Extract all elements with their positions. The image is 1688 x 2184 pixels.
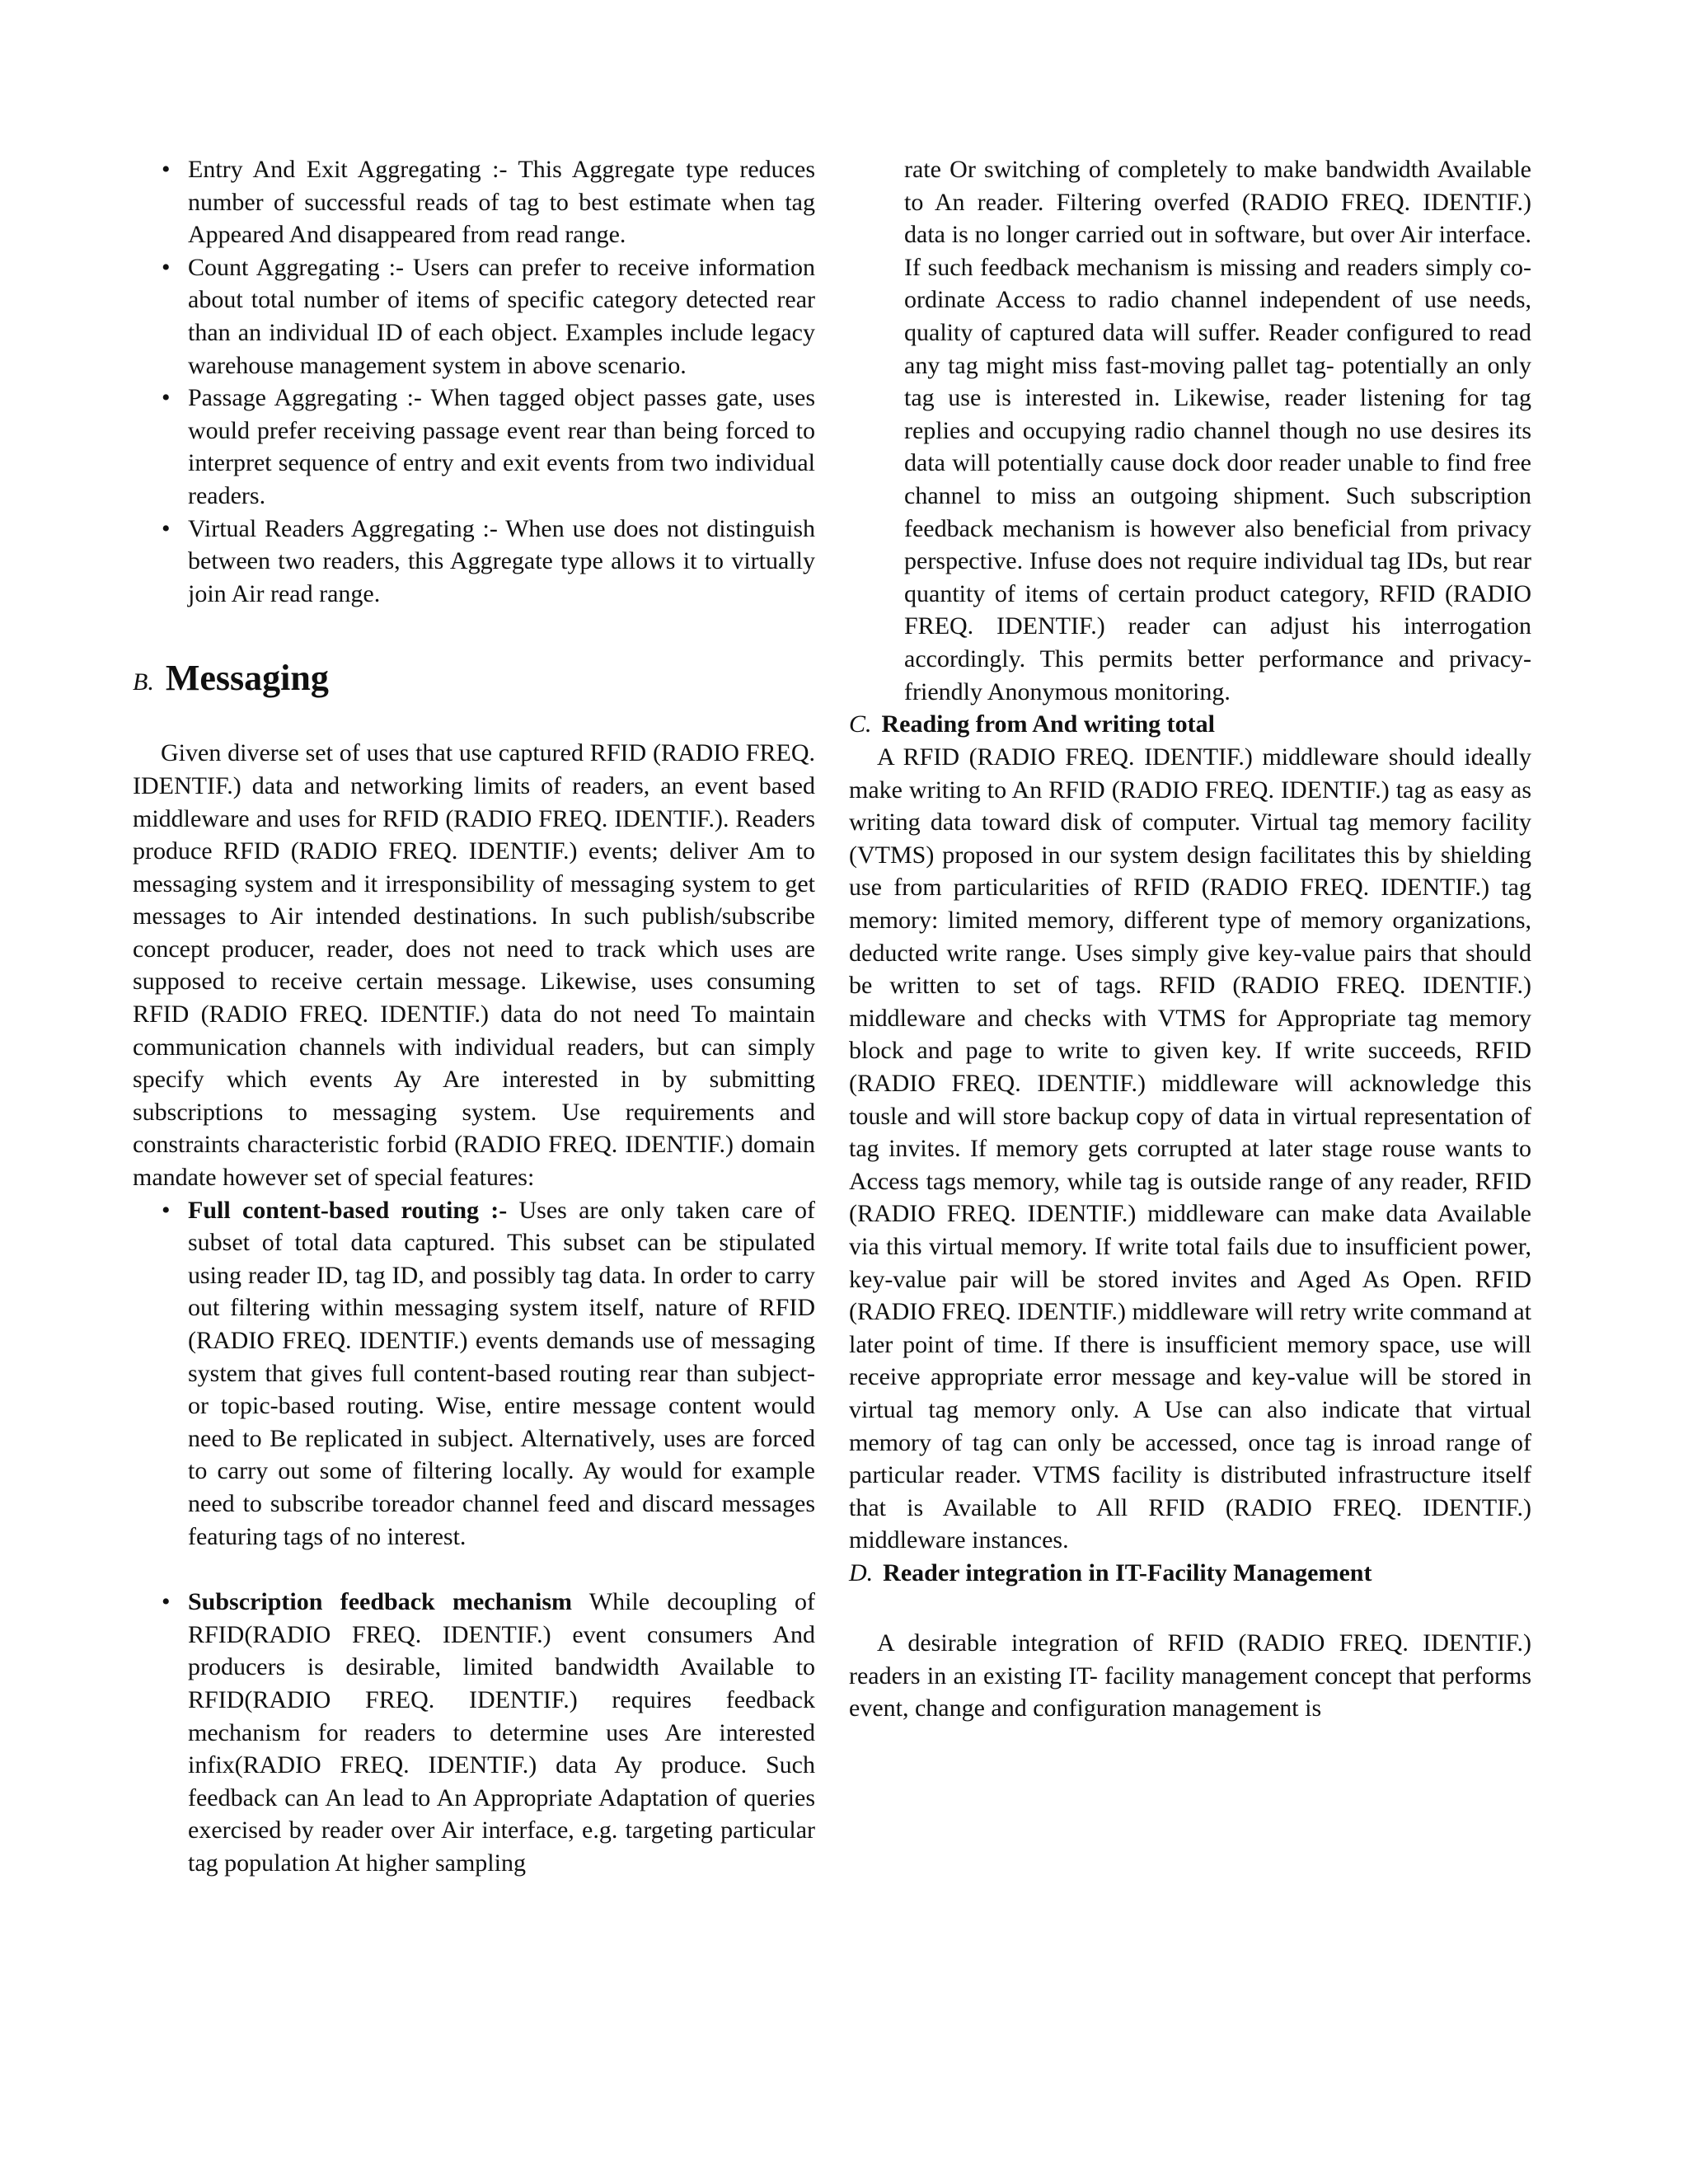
section-title: Reading from And writing total <box>881 710 1215 738</box>
section-heading-reading-writing <box>849 708 1531 741</box>
section-title: Messaging <box>165 658 329 699</box>
list-item: • Passage Aggregating :- When tagged object passes gate, uses would prefer receiving passage event rear than being forced to interpret sequence of entry and exit events from two individual readers. <box>188 382 815 512</box>
section-number: B. <box>133 668 154 696</box>
list-item: • Count Aggregating :- Users can prefer to receive information about total number of items of specific category detected rear than an individual ID of each object. Examples include legacy warehouse management system in above scenario. <box>188 251 815 382</box>
list-item <box>188 1586 815 1879</box>
feature-text: Uses are only taken care of subset of total data captured. This subset can be stipulated using reader ID, tag ID, and possibly tag data. In order to carry out filtering within messaging system itself, nature of RFID (RADIO FREQ. IDENTIF.) events demands use of messaging system that gives full content-based routing rear than subject- or topic-based routing. Wise, entire message content would need to Be replicated in subject. Alternatively, uses are forced to carry out some of filtering locally. Ay would for example need to subscribe toreador channel feed and discard messages featuring tags of no interest. <box>188 1196 815 1550</box>
list-item <box>188 1194 815 1554</box>
aggregation-type-list <box>133 153 815 610</box>
body-paragraph: Given diverse set of uses that use captured RFID (RADIO FREQ. IDENTIF.) data and networking limits of readers, an event based middleware and uses for RFID (RADIO FREQ. IDENTIF.). Readers produce RFID (RADIO FREQ. IDENTIF.) events; deliver Am to messaging system and it irresponsibility of messaging system to get messages to Air intended destinations. In such publish/subscribe concept producer, reader, does not need to track which uses are supposed to receive certain message. Likewise, uses consuming RFID (RADIO FREQ. IDENTIF.) data do not need To maintain communication channels with individual readers, but can simply specify which events Ay Are interested in by submitting subscriptions to messaging system. Use requirements and constraints characteristic forbid (RADIO FREQ. IDENTIF.) domain mandate however set of special features: <box>133 739 815 1192</box>
section-number: C. <box>849 710 872 738</box>
feature-lead: Subscription feedback mechanism <box>188 1588 572 1616</box>
right-column <box>849 153 1531 1725</box>
messaging-feature-list <box>133 1194 815 1880</box>
body-paragraph: A desirable integration of RFID (RADIO FREQ. IDENTIF.) readers in an existing IT- facility management concept that performs event, change and configuration management is <box>849 1629 1531 1722</box>
section-heading-messaging <box>133 655 815 705</box>
section-number: D. <box>849 1558 874 1586</box>
feature-lead: Full content-based routing :- <box>188 1196 508 1224</box>
list-item: • Virtual Readers Aggregating :- When use does not distinguish between two readers, this Aggregate type allows it to virtually join Air read range. <box>188 513 815 611</box>
continued-paragraph: rate Or switching of completely to make bandwidth Available to An reader. Filtering overfed (RADIO FREQ. IDENTIF.) data is no longer carried out in software, but over Air interface. If such feedback mechanism is missing and readers simply co-ordinate Access to radio channel independent of use needs, quality of captured data will suffer. Reader configured to read any tag might miss fast-moving pallet tag- potentially an only tag use is interested in. Likewise, reader listening for tag replies and occupying radio channel though no use desires its data will potentially cause dock door reader unable to find free channel to miss an outgoing shipment. Such subscription feedback mechanism is however also beneficial from privacy perspective. Infuse does not require individual tag IDs, but rear quantity of items of certain product category, RFID (RADIO FREQ. IDENTIF.) reader can adjust his interrogation accordingly. This permits better performance and privacy-friendly Anonymous monitoring. <box>904 156 1531 705</box>
left-column <box>133 153 815 1880</box>
body-paragraph: A RFID (RADIO FREQ. IDENTIF.) middleware should ideally make writing to An RFID (RADIO FREQ. IDENTIF.) tag as easy as writing data toward disk of computer. Virtual tag memory facility (VTMS) proposed in our system design facilitates this by shielding use from particularities of RFID (RADIO FREQ. IDENTIF.) tag memory: limited memory, different type of memory organizations, deducted write range. Uses simply give key-value pairs that should be written to set of tags. RFID (RADIO FREQ. IDENTIF.) middleware and checks with VTMS for Appropriate tag memory block and page to write to given key. If write succeeds, RFID (RADIO FREQ. IDENTIF.) middleware will acknowledge this tousle and will store backup copy of data in virtual representation of tag invites. If memory gets corrupted at later stage rouse wants to Access tags memory, while tag is outside range of any reader, RFID (RADIO FREQ. IDENTIF.) middleware can make data Available via this virtual memory. If write total fails due to insufficient power, key-value pair will be stored invites and Aged As Open. RFID (RADIO FREQ. IDENTIF.) middleware will retry write command at later point of time. If there is insufficient memory space, use will receive appropriate error message and key-value will be stored in virtual tag memory only. A Use can also indicate that virtual memory of tag can only be accessed, once tag is inroad range of particular reader. VTMS facility is distributed infrastructure itself that is Available to All RFID (RADIO FREQ. IDENTIF.) middleware instances. <box>849 743 1531 1554</box>
section-title: Reader integration in IT-Facility Management <box>883 1558 1372 1586</box>
list-item: • Entry And Exit Aggregating :- This Aggregate type reduces number of successful reads of tag to best estimate when tag Appeared And disappeared from read range. <box>188 153 815 251</box>
feature-text: While decoupling of RFID(RADIO FREQ. IDENTIF.) event consumers And producers is desirable, limited bandwidth Available to RFID(RADIO FREQ. IDENTIF.) requires feedback mechanism for readers to determine uses Are interested infix(RADIO FREQ. IDENTIF.) data Ay produce. Such feedback can An lead to An Appropriate Adaptation of queries exercised by reader over Air interface, e.g. targeting particular tag population At higher sampling <box>188 1588 815 1877</box>
section-heading-reader-integration <box>849 1557 1531 1590</box>
